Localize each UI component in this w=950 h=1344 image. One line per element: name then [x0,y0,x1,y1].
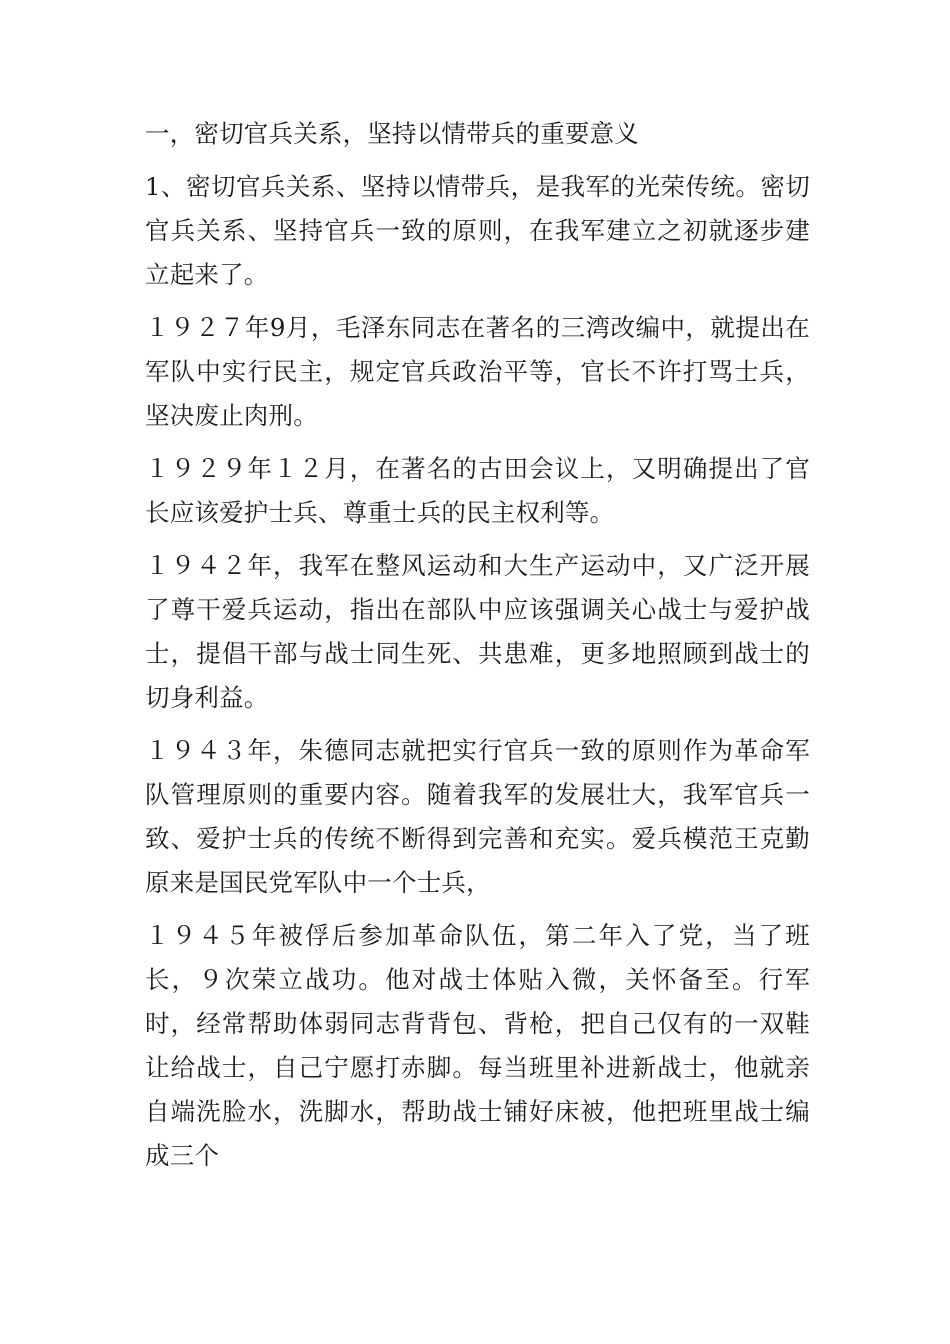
section-heading: 一，密切官兵关系，坚持以情带兵的重要意义 [145,119,639,148]
paragraph-1: 1、密切官兵关系、坚持以情带兵，是我军的光荣传统。密切官兵关系、坚持官兵一致的原则，在我军建立之初就逐步建立起来了。 [145,172,810,289]
paragraph-6: １９４５年被俘后参加革命队伍，第二年入了党，当了班长，９次荣立战功。他对战士体贴入微，关怀备至。行军时，经常帮助体弱同志背背包、背枪，把自己仅有的一双鞋让给战士，自己宁愿打赤脚。每当班里补进新战士，他就亲自端洗脸水，洗脚水，帮助战士铺好床被，他把班里战士编成三个 [145,921,810,1170]
paragraph-4: １９４２年，我军在整风运动和大生产运动中，又广泛开展了尊干爱兵运动，指出在部队中应该强调关心战士与爱护战士，提倡干部与战士同生死、共患难，更多地照顾到战士的切身利益。 [145,551,810,712]
document-body [145,112,810,1187]
paragraph-3: １９２９年１２月，在著名的古田会议上，又明确提出了官长应该爱护士兵、尊重士兵的民主权利等。 [145,454,810,527]
paragraph-2: １９２７年9月，毛泽东同志在著名的三湾改编中，就提出在军队中实行民主，规定官兵政治平等，官长不许打骂士兵，坚决废止肉刑。 [145,313,810,430]
paragraph-5: １９４３年，朱德同志就把实行官兵一致的原则作为革命军队管理原则的重要内容。随着我军的发展壮大，我军官兵一致、爱护士兵的传统不断得到完善和充实。爱兵模范王克勤原来是国民党军队中一个士兵， [145,736,810,897]
